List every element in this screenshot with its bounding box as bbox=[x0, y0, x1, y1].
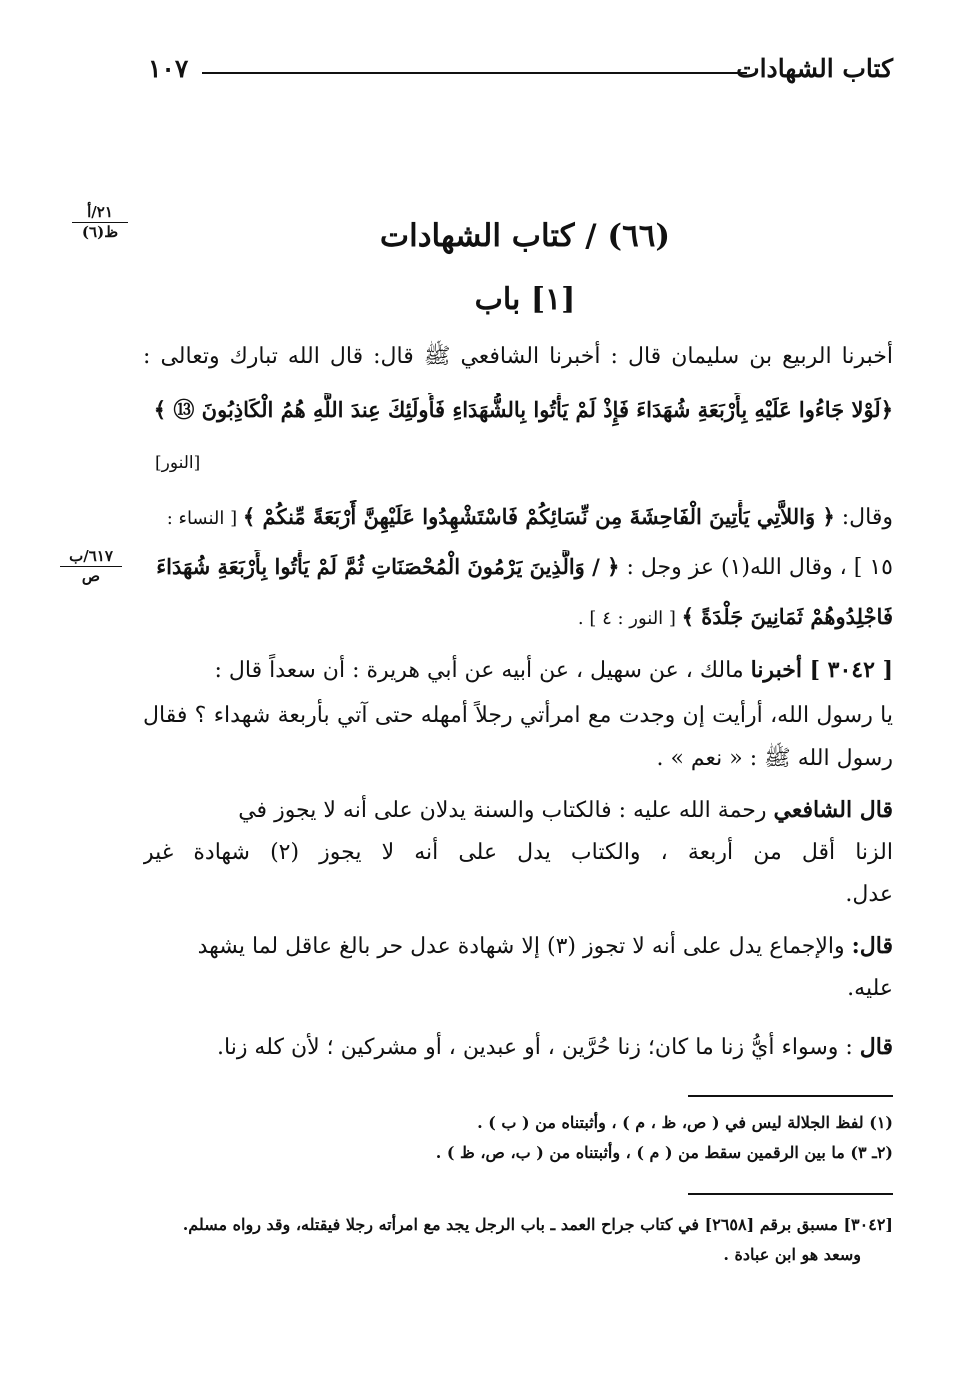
chapter-heading: [١] باب bbox=[474, 282, 576, 317]
text-run: : وسواء أيُّ زنا ما كان؛ زنا حُرَّين ، أو عبدين ، أو مشركين ؛ لأن كله زنا. bbox=[217, 1035, 860, 1060]
text-line bbox=[143, 550, 893, 585]
text-line bbox=[143, 500, 893, 536]
hadith-note: وسعد هو ابن عبادة . bbox=[723, 1245, 861, 1264]
text-run: وقال: bbox=[834, 505, 893, 530]
text-line: أخبرنا الربيع بن سليمان قال : أخبرنا الشافعي ﷺ قال: قال الله تبارك وتعالى : bbox=[143, 344, 893, 369]
speaker-label: قال bbox=[859, 1034, 893, 1060]
text-run: رحمة الله عليه : فالكتاب والسنة يدلان على أنه لا يجوز في bbox=[238, 798, 774, 823]
book-heading: (٦٦) / كتاب الشهادات bbox=[379, 218, 671, 254]
verse-reference: [ النساء : bbox=[166, 508, 243, 529]
hadith-number: [ ٣٠٤٢ ] أخبرنا bbox=[750, 657, 893, 683]
footnote: (١) لفظ الجلالة ليس في ( ص، ظ ، م ) ، وأثبتناه من ( ب ) . bbox=[477, 1113, 893, 1132]
text-run: والإجماع يدل على أنه لا تجوز (٣) إلا شهادة عدل حر بالغ عاقل لما يشهد bbox=[197, 934, 852, 959]
text-line: رسول الله ﷺ : « نعم » . bbox=[656, 746, 893, 771]
footnote: (٢ـ ٣) ما بين الرقمين سقط من ( م ) ، وأثبتناه من ( ب، ص، ظ ) . bbox=[435, 1143, 893, 1162]
margin-note-top: ٦١٧/ب bbox=[60, 547, 122, 567]
quran-verse: ﴿لَوْلا جَاءُوا عَلَيْهِ بِأَرْبَعَةِ شُهَدَاءَ فَإِذْ لَمْ يَأْتُوا بِالشُّهَدَاءِ فَأُولَئِكَ عِندَ اللَّهِ هُمُ الْكَاذِبُونَ ⑬ ﴾ bbox=[153, 397, 893, 422]
footnote-rule bbox=[688, 1095, 893, 1097]
text-line bbox=[143, 600, 893, 636]
running-header bbox=[148, 52, 893, 92]
quran-verse: ﴿ / وَالَّذِينَ يَرْمُونَ الْمُحْصَنَاتِ ثُمَّ لَمْ يَأْتُوا بِأَرْبَعَةِ شُهَدَاءَ bbox=[156, 554, 620, 579]
margin-note-manuscript-ref bbox=[72, 203, 128, 241]
quran-verse: فَاجْلِدُوهُمْ ثَمَانِينَ جَلْدَةً ﴾ bbox=[681, 604, 893, 629]
margin-note-manuscript-ref bbox=[60, 547, 122, 585]
margin-note-top: ٢١/أ bbox=[72, 203, 128, 223]
text-line bbox=[143, 653, 893, 688]
speaker-label: قال: bbox=[851, 933, 893, 959]
margin-note-bottom: ص bbox=[81, 567, 101, 585]
text-run: ١٥ ] ، وقال الله(١) عز وجل : bbox=[626, 555, 893, 580]
text-line: الزنا أقل من أربعة ، والكتاب يدل على أنه لا يجوز (٢) شهادة غير bbox=[143, 840, 893, 865]
running-title: كتاب الشهادات bbox=[736, 54, 893, 83]
quran-verse: ﴿ وَاللاَّتِي يَأْتِينَ الْفَاحِشَةَ مِن نِّسَائِكُمْ فَاسْتَشْهِدُوا عَلَيْهِنَّ أَرْبَعَةً مِّنكُمْ ﴾ bbox=[242, 504, 835, 529]
verse-reference: [ النور : ٤ ] . bbox=[577, 608, 682, 629]
header-rule bbox=[202, 72, 747, 74]
text-line: يا رسول الله، أرأيت إن وجدت مع امرأتي رجلاً أمهله حتى آتي بأربعة شهداء ؟ فقال bbox=[143, 703, 893, 728]
footnote-rule bbox=[688, 1193, 893, 1195]
text-line bbox=[143, 1030, 893, 1065]
hadith-note: [٣٠٤٢] مسبق برقم [٢٦٥٨] في كتاب جراح العمد ـ باب الرجل يجد مع امرأته رجلا فيقتله، وقد رواه مسلم. bbox=[182, 1215, 893, 1234]
page-number: ١٠٧ bbox=[148, 54, 189, 83]
text-line bbox=[143, 793, 893, 828]
verse-reference: [النور] bbox=[155, 453, 201, 473]
text-line: عدل. bbox=[845, 882, 893, 907]
text-line bbox=[143, 929, 893, 964]
margin-note-bottom: ظ(٦) bbox=[81, 223, 119, 241]
text-run: مالك ، عن سهيل ، عن أبيه عن أبي هريرة : أن سعداً قال : bbox=[214, 658, 751, 683]
speaker-label: قال الشافعي bbox=[773, 797, 893, 823]
text-line: عليه. bbox=[847, 976, 893, 1001]
